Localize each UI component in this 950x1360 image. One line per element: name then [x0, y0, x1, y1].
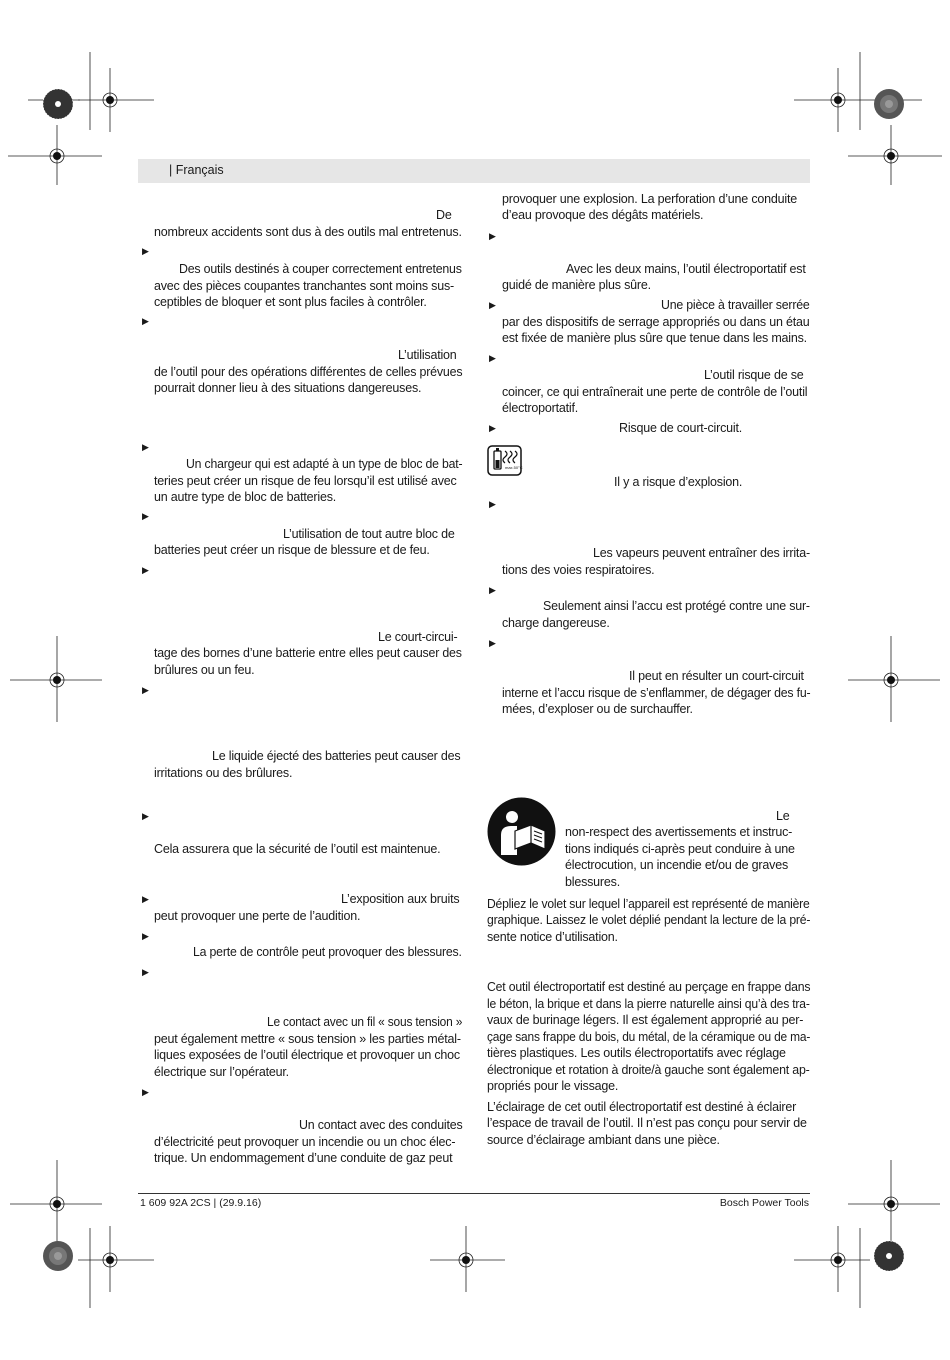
text-line: Les vapeurs peuvent entraîner des irrita- [593, 546, 810, 560]
text-line: sente notice d’utilisation. [487, 930, 618, 944]
text-line: coincer, ce qui entraînerait une perte de contrôle de l’outil [502, 385, 808, 399]
bullet-icon: ▶ [142, 565, 149, 575]
bullet-icon: ▶ [142, 931, 149, 941]
bullet-icon: ▶ [489, 499, 496, 509]
bullet-icon: ▶ [489, 353, 496, 363]
text-line: graphique. Laissez le volet déplié pendant la lecture de la pré- [487, 913, 811, 927]
text-line: tions indiqués ci-après peut conduire à une [565, 842, 795, 856]
text-line: de l’outil pour des opérations différentes de celles prévues [154, 365, 463, 379]
text-line: Le contact avec un fil « sous tension » [267, 1015, 463, 1029]
text-line: par des dispositifs de serrage appropriés ou dans un étau [502, 315, 810, 329]
text-line: électroportatif. [502, 401, 579, 415]
text-line: çage sans frappe du bois, du métal, de la céramique ou de ma- [487, 1030, 811, 1044]
text-line: Le [776, 809, 790, 823]
text-line: L’outil risque de se [704, 368, 804, 382]
text-line: Des outils destinés à couper correctement entretenus [179, 262, 462, 276]
bullet-icon: ▶ [142, 894, 149, 904]
bullet-icon: ▶ [489, 300, 496, 310]
text-line: vaux de burinage légers. Il est également approprié au per- [487, 1013, 804, 1027]
bullet-icon: ▶ [489, 585, 496, 595]
text-line: La perte de contrôle peut provoquer des blessures. [193, 945, 462, 959]
text-line: avec des pièces coupantes tranchantes sont moins sus- [154, 279, 454, 293]
text-line: source d’éclairage ambiant dans une pièce. [487, 1133, 720, 1147]
text-line: interne et l’accu risque de s’enflammer, de dégager des fu- [502, 686, 811, 700]
text-line: charge dangereuse. [502, 616, 610, 630]
bullet-icon: ▶ [489, 423, 496, 433]
text-line: le béton, la brique et dans la pierre naturelle ainsi qu’à des tra- [487, 997, 810, 1011]
text-line: Un chargeur qui est adapté à un type de bloc de bat- [186, 457, 463, 471]
text-line: tage des bornes d’une batterie entre elles peut causer des [154, 646, 462, 660]
text-line: Dépliez le volet sur lequel l’appareil est représenté de manière [487, 897, 810, 911]
text-line: brûlures ou un feu. [154, 663, 255, 677]
text-line: Le court-circui- [378, 630, 458, 644]
text-line: Avec les deux mains, l’outil électroportatif est [566, 262, 806, 276]
bullet-icon: ▶ [142, 511, 149, 521]
text-line: nombreux accidents sont dus à des outils mal entretenus. [154, 225, 462, 239]
footer-brand: Bosch Power Tools [719, 1197, 809, 1209]
text-line: peut également mettre « sous tension » les parties métal- [154, 1032, 461, 1046]
text-line: L’utilisation [398, 348, 457, 362]
bullet-icon: ▶ [142, 685, 149, 695]
text-line: Il y a risque d’explosion. [614, 475, 743, 489]
bullet-icon: ▶ [142, 811, 149, 821]
text-line: L’utilisation de tout autre bloc de [283, 527, 455, 541]
text-line: blessures. [565, 875, 620, 889]
text-line: Le liquide éjecté des batteries peut causer des [212, 749, 461, 763]
text-line: un autre type de bloc de batteries. [154, 490, 337, 504]
text-line: Seulement ainsi l’accu est protégé contre une sur- [543, 599, 810, 613]
text-line: batteries peut créer un risque de blessure et de feu. [154, 543, 430, 557]
text-line: Cet outil électroportatif est destiné au perçage en frappe dans [487, 980, 811, 994]
text-line: électrique sur l’opérateur. [154, 1065, 289, 1079]
text-line: Cela assurera que la sécurité de l’outil est maintenue. [154, 842, 441, 856]
bullet-icon: ▶ [142, 442, 149, 452]
bullet-icon: ▶ [142, 1087, 149, 1097]
text-line: l’espace de travail de l’outil. Il n’est pas conçu pour servir de [487, 1116, 807, 1130]
text-line: guidé de manière plus sûre. [502, 278, 651, 292]
text-line: Risque de court-circuit. [619, 421, 743, 435]
text-line: Un contact avec des conduites [299, 1118, 463, 1132]
text-line: mées, d’exploser ou de surchauffer. [502, 702, 693, 716]
text-line: pourrait donner lieu à des situations dangereuses. [154, 381, 422, 395]
text-line: électronique et rotation à droite/à gauche sont également ap- [487, 1063, 810, 1077]
text-line: L’éclairage de cet outil électroportatif est destiné à éclairer [487, 1100, 797, 1114]
text-line: L’exposition aux bruits [341, 892, 460, 906]
text-line: teries peut créer un risque de feu lorsqu’il est utilisé avec [154, 474, 457, 488]
text-line: trique. Un endommagement d’une conduite de gaz peut [154, 1151, 453, 1165]
text-line: irritations ou des brûlures. [154, 766, 293, 780]
text-line: est fixée de manière plus sûre que tenue dans les mains. [502, 331, 807, 345]
text-line: électrocution, un incendie et/ou de graves [565, 858, 789, 872]
bullet-icon: ▶ [142, 246, 149, 256]
read-manual-icon [487, 797, 556, 871]
text-line: liques exposées de l’outil électrique et provoquer un choc [154, 1048, 460, 1062]
battery-temperature-icon [487, 443, 523, 482]
page-header-bar [138, 159, 810, 183]
text-line: Une pièce à travailler serrée [661, 298, 810, 312]
text-line: non-respect des avertissements et instruc- [565, 825, 793, 839]
text-line: ceptibles de bloquer et sont plus faciles à contrôler. [154, 295, 427, 309]
text-line: De [436, 208, 452, 222]
text-line: d’électricité peut provoquer un incendie ou un choc élec- [154, 1135, 456, 1149]
battery-icon-label: max.50°C [505, 465, 523, 470]
text-line: peut provoquer une perte de l’audition. [154, 909, 361, 923]
bullet-icon: ▶ [489, 638, 496, 648]
footer-doc-code: 1 609 92A 2CS | (29.9.16) [140, 1197, 262, 1209]
text-line: provoquer une explosion. La perforation d’une conduite [502, 192, 797, 206]
bullet-icon: ▶ [142, 967, 149, 977]
text-line: tions des voies respiratoires. [502, 563, 655, 577]
bullet-icon: ▶ [489, 231, 496, 241]
text-line: propriés pour le vissage. [487, 1079, 619, 1093]
footer-divider [138, 1193, 810, 1194]
text-line: Il peut en résulter un court-circuit [629, 669, 804, 683]
text-line: tières plastiques. Les outils électroportatifs avec réglage [487, 1046, 786, 1060]
bullet-icon: ▶ [142, 316, 149, 326]
header-language: | Français [169, 163, 224, 177]
text-line: d’eau provoque des dégâts matériels. [502, 208, 704, 222]
